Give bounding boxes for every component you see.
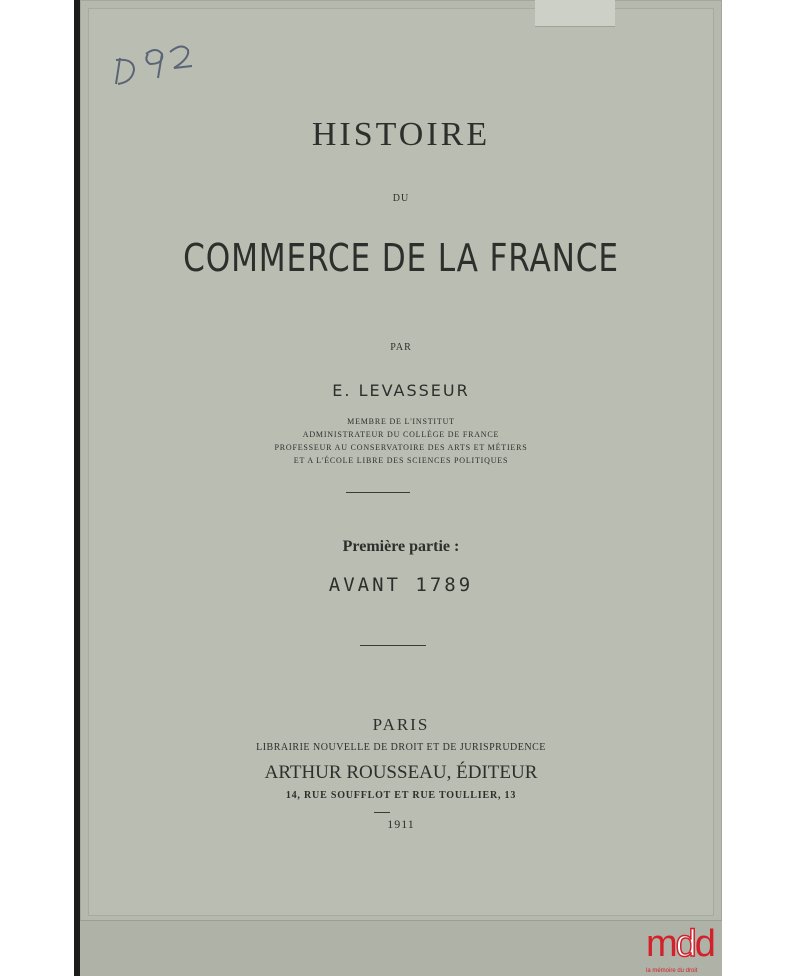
- year-rule: [374, 812, 390, 813]
- paper-label-strip: [535, 0, 615, 27]
- logo-tagline: la mémoire du droit: [646, 968, 698, 974]
- divider-rule: [360, 645, 426, 646]
- by-label: PAR: [390, 342, 412, 353]
- publication-year: 1911: [387, 817, 415, 831]
- author-credential: MEMBRE DE L'INSTITUT: [347, 417, 455, 426]
- author-name: E. LEVASSEUR: [332, 381, 470, 400]
- part-title: AVANT 1789: [328, 574, 474, 596]
- mdd-logo: [646, 924, 796, 976]
- publisher-name: ARTHUR ROUSSEAU, ÉDITEUR: [264, 762, 538, 783]
- title-histoire: HISTOIRE: [311, 116, 491, 153]
- author-credential: ADMINISTRATEUR DU COLLÈGE DE FRANCE: [302, 430, 500, 439]
- author-credential: ET A L'ÉCOLE LIBRE DES SCIENCES POLITIQUES: [293, 456, 509, 465]
- title-connector: DU: [392, 193, 410, 204]
- author-credential: PROFESSEUR AU CONSERVATOIRE DES ARTS ET MÉTIERS: [274, 443, 528, 452]
- main-title: COMMERCE DE LA FRANCE: [183, 236, 619, 280]
- publisher-address: 14, RUE SOUFFLOT ET RUE TOULLIER, 13: [285, 790, 517, 801]
- publisher-house: LIBRAIRIE NOUVELLE DE DROIT ET DE JURISPRUDENCE: [256, 742, 546, 753]
- divider-rule: [346, 492, 410, 493]
- logo-wordmark: mdd: [646, 923, 714, 965]
- cover-bottom-fold: [80, 920, 722, 976]
- handwritten-mark: [112, 40, 202, 90]
- publication-city: PARIS: [372, 715, 430, 734]
- part-label: Première partie :: [342, 538, 460, 555]
